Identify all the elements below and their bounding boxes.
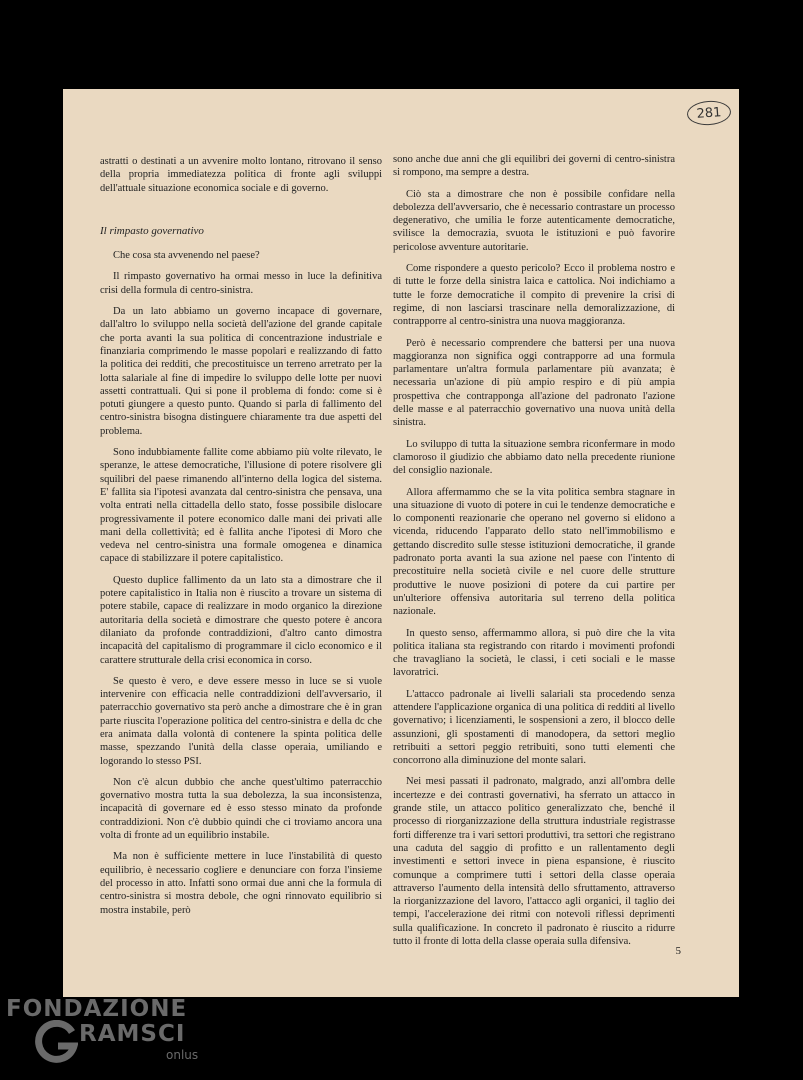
paragraph: In questo senso, affermammo allora, si può dire che la vita politica italiana sta registrando con ritardo i movimenti profondi che travagliano la società, le classi, i ceti sociali e le masse lavoratrici. [393,627,675,679]
fondazione-gramsci-logo [6,994,206,1074]
paragraph: Non c'è alcun dubbio che anche quest'ultimo paterracchio governativo mostra tutta la sua debolezza, la sua inconsistenza, incapacità di governare ed è esso stesso minato da profonde contraddizioni. Non c'è dubbio quindi che ci troviamo ancora una volta di fronte ad un equilibrio instabile. [100,776,382,842]
paragraph: Da un lato abbiamo un governo incapace di governare, dall'altro lo sviluppo nella società dell'azione del grande capitale che porta avanti la sua politica di concentrazione industriale e finanziaria comprimendo le masse popolari e realizzando di fatto la politica dei redditi, che precostituisce un terreno arretrato per la lotta salariale al fine di impedire lo sviluppo delle lotte per nuovi assetti contrattuali. Qui si pone il problema di fondo: come si è potuti giungere a questo punto. Quando si parla di fallimento del centro-sinistra bisogna distinguere chiaramente tra due aspetti del problema. [100,306,382,437]
left-column [100,155,382,925]
paragraph: Lo sviluppo di tutta la situazione sembra riconfermare in modo clamoroso il giudizio che abbiamo dato nella precedente riunione del consiglio nazionale. [393,438,675,477]
paragraph: Ciò sta a dimostrare che non è possibile confidare nella debolezza dell'avversario, che è necessario contrastare un processo degenerativo, che umilia le forze autenticamente democratiche, svilisce la democrazia, svuota le istituzioni e può favorire pericolose avventure autoritarie. [393,188,675,253]
paragraph: Che cosa sta avvenendo nel paese? [113,250,260,262]
paragraph: Sono indubbiamente fallite come abbiamo più volte rilevato, le speranze, le attese democratiche, l'illusione di potere risolvere gli squilibri del paese rimanendo all'interno della logica del sistema. E' fallita sia l'ipotesi avanzata dal centro-sinistra che pensava, una volta entrati nella cittadella dello stato, fosse possibile dislocare progressivamente il potere economico dalle mani dei privati alle mani della collettività; ed è fallita anche l'ipotesi di Moro che vedeva nel centro-sinistra una formale omogenea e dinamica capace di stabilizzare il potere capitalistico. [100,447,382,565]
paragraph: Nei mesi passati il padronato, malgrado, anzi all'ombra delle incertezze e dei contrasti governativi, ha sferrato un attacco in grande stile, un attacco politico generalizzato che, benché il processo di riorganizzazione della struttura industriale registrasse forti differenze tra i vari settori produttivi, tra settori che registrano una caduta del saggio di profitto e un rallentamento degli investimenti e settori invece in piena espansione, è riuscito comunque a comprimere tutti i settori della classe operaia attraverso l'aumento della intensità dello sfruttamento, attraverso la riorganizzazione del lavoro, l'attacco agli organici, il taglio dei tempi, l'accelerazione dei ritmi con notevoli riflessi deprimenti sulla qualificazione. In concreto il padronato è riuscito a ridurre tutto il fronte di lotta della classe operaia sulla difensiva. [393,776,675,948]
page-number: 5 [675,945,681,957]
right-column [393,153,675,956]
paragraph: Come rispondere a questo pericolo? Ecco il problema nostro e di tutte le forze della sinistra laica e cattolica. Noi indichiamo a tutte le forze democratiche il compito di prevenire la crisi di regime, di non lasciarsi trascinare nella demoralizzazione, di contrapporre al centro-sinistra una nuova maggioranza. [393,263,675,328]
logo-onlus: onlus [166,1048,199,1062]
right-intro-paragraph: sono anche due anni che gli equilibri dei governi di centro-sinistra si rompono, ma sempre a destra. [393,154,675,179]
folio-stamp: 281 [686,99,732,126]
paragraph: Allora affermammo che se la vita politica sembra stagnare in una situazione di vuoto di potere in cui le tendenze democratiche e lo componenti reazionarie che operano nel governo si elidono a vicenda, riducendo l'apparato dello stato nell'immobilismo e gettando discredito sulle stesse istituzioni democratiche, il grande padronato porta avanti la sua azione nel paese con l'intento di precostituire nella società civile e nel cuore delle strutture produttive le nuove posizioni di potere da cui partire per un'ulteriore offensiva autoritaria sul terreno della politica nazionale. [393,486,675,618]
paragraph: Però è necessario comprendere che battersi per una nuova maggioranza non significa oggi contrapporre ad una formula parlamentare un'altra formula parlamentare più avanzata; è necessaria un'azione di più ampio respiro e di più ampia prospettiva che contrapponga all'azione del padronato l'azione delle masse e al paterracchio governativo una nuova unità della sinistra. [393,337,675,429]
paragraph: Se questo è vero, e deve essere messo in luce se si vuole intervenire con efficacia nelle contraddizioni dell'avversario, il paterracchio governativo sta però anche a dimostrare che è in gran parte riuscita l'operazione politica del centro-sinistra e della dc che era animata dalla volontà di contenere la spinta politica delle masse, spezzando l'unità della classe operaia, umiliando e logorando lo stesso PSI. [100,675,382,767]
paragraph: Il rimpasto governativo ha ormai messo in luce la definitiva crisi della formula di centro-sinistra. [100,271,382,296]
logo-line2: RAMSCI [79,1021,186,1047]
document-page [63,89,739,997]
paragraph: Questo duplice fallimento da un lato sta a dimostrare che il potere capitalistico in Italia non è riuscito a trovare un sistema di potere stabile, capace di realizzare in modo organico la direzione autoritaria della società e dimostrare che questo potere è ancora dilaniato da profonde contraddizioni, d'altro canto dimostra incapacità del capitalismo di programmare il ciclo economico e il carattere strutturale della crisi economica in corso. [100,574,382,666]
left-intro-paragraph: astratti o destinati a un avvenire molto lontano, ritrovano il senso della propria immediatezza politica di fronte agli sviluppi dell'attuale situazione economica sociale e di governo. [100,156,382,194]
paragraph: Ma non è sufficiente mettere in luce l'instabilità di questo equilibrio, è necessario cogliere e denunciare con forza l'insieme del processo in atto. Infatti sono ormai due anni che la formula di centro-sinistra si mostra debole, che ogni rinnovato equilibrio si mostra instabile, però [100,851,382,916]
paragraph: L'attacco padronale ai livelli salariali sta procedendo senza attendere l'applicazione organica di una politica di redditi al livello governativo; i licenziamenti, le sospensioni a zero, il blocco delle assunzioni, gli spostamenti di manodopera, da settori meglio retribuiti a settori peggio retribuiti, sono tutti elementi che concorrono alla diminuzione del monte salari. [393,688,675,767]
section-heading: Il rimpasto governativo [100,224,204,237]
logo-g-icon [34,1020,78,1064]
logo-line1: FONDAZIONE [6,996,188,1022]
